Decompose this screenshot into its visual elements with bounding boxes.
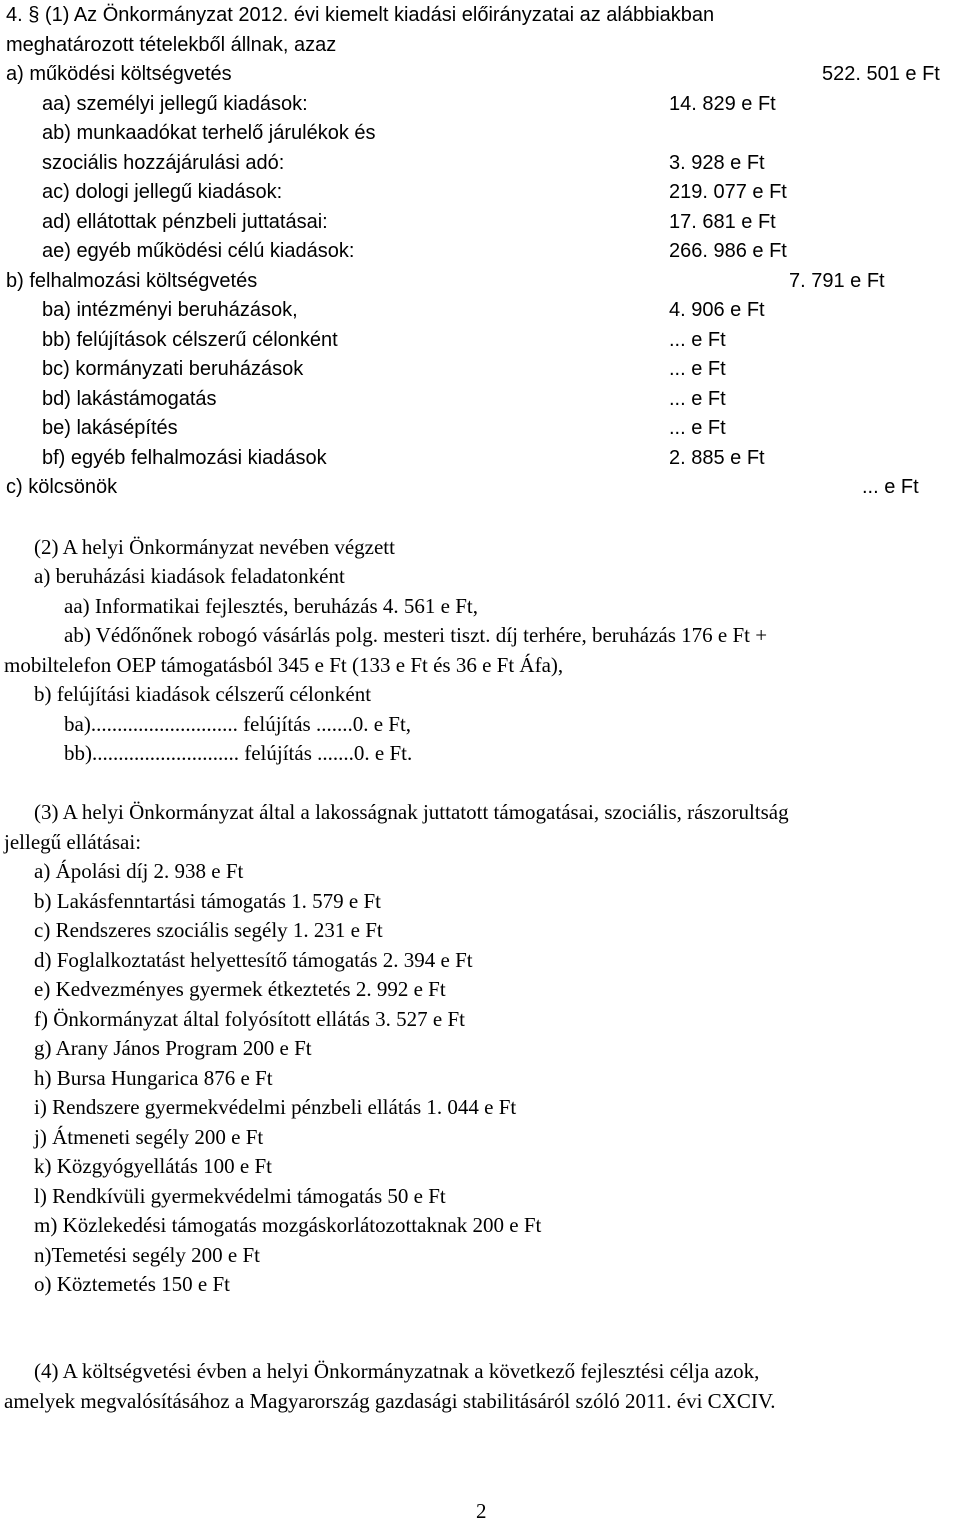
item-bd-amount: ... e Ft xyxy=(669,388,726,410)
item-bd-label: bd) lakástámogatás xyxy=(42,388,217,410)
item-ba-label: ba) intézményi beruházások, xyxy=(42,299,298,321)
item-aa-label: aa) személyi jellegű kiadások: xyxy=(42,93,308,115)
item-b-amount: 7. 791 e Ft xyxy=(789,270,885,292)
item-bf-amount: 2. 885 e Ft xyxy=(669,447,765,469)
item-be-label: be) lakásépítés xyxy=(42,417,178,439)
item-c-amount: ... e Ft xyxy=(862,476,919,498)
item-bc-label: bc) kormányzati beruházások xyxy=(42,358,304,380)
section2-line8: bb)............................ felújítás .......0. e Ft. xyxy=(64,741,413,765)
list-item: i) Rendszere gyermekvédelmi pénzbeli ellátás 1. 044 e Ft xyxy=(34,1095,517,1119)
list-item: e) Kedvezményes gyermek étkeztetés 2. 992 e Ft xyxy=(34,977,446,1001)
section2-line5: mobiltelefon OEP támogatásból 345 e Ft (133 e Ft és 36 e Ft Áfa), xyxy=(4,653,564,677)
list-item: f) Önkormányzat által folyósított ellátás 3. 527 e Ft xyxy=(34,1007,465,1031)
list-item: k) Közgyógyellátás 100 e Ft xyxy=(34,1154,272,1178)
item-ad-amount: 17. 681 e Ft xyxy=(669,211,776,233)
section2-line1: (2) A helyi Önkormányzat nevében végzett xyxy=(34,535,395,559)
item-be-amount: ... e Ft xyxy=(669,417,726,439)
list-item: c) Rendszeres szociális segély 1. 231 e Ft xyxy=(34,918,383,942)
list-item: h) Bursa Hungarica 876 e Ft xyxy=(34,1066,273,1090)
item-ac-label: ac) dologi jellegű kiadások: xyxy=(42,181,283,203)
item-ab-label-line1: ab) munkaadókat terhelő járulékok és xyxy=(42,122,376,144)
item-ab-label-line2: szociális hozzájárulási adó: xyxy=(42,152,285,174)
section2-line3: aa) Informatikai fejlesztés, beruházás 4. 561 e Ft, xyxy=(64,594,479,618)
section2-line6: b) felújítási kiadások célszerű célonként xyxy=(34,682,372,706)
item-bb-label: bb) felújítások célszerű célonként xyxy=(42,329,338,351)
item-ba-amount: 4. 906 e Ft xyxy=(669,299,765,321)
list-item: j) Átmeneti segély 200 e Ft xyxy=(34,1125,264,1149)
list-item: a) Ápolási díj 2. 938 e Ft xyxy=(34,859,244,883)
list-item: o) Köztemetés 150 e Ft xyxy=(34,1272,230,1296)
item-c-label: c) kölcsönök xyxy=(6,476,118,498)
item-a-label: a) működési költségvetés xyxy=(6,63,232,85)
item-ac-amount: 219. 077 e Ft xyxy=(669,181,787,203)
section4-line2: amelyek megvalósításához a Magyarország gazdasági stabilitásáról szóló 2011. évi CXCIV. xyxy=(4,1389,776,1413)
section1-heading-line1: 4. § (1) Az Önkormányzat 2012. évi kiemelt kiadási előirányzatai az alábbiakban xyxy=(6,4,715,26)
item-ab-amount: 3. 928 e Ft xyxy=(669,152,765,174)
item-ae-amount: 266. 986 e Ft xyxy=(669,240,787,262)
page-number: 2 xyxy=(476,1499,487,1523)
item-ad-label: ad) ellátottak pénzbeli juttatásai: xyxy=(42,211,328,233)
section2-line2: a) beruházási kiadások feladatonként xyxy=(34,564,345,588)
list-item: l) Rendkívüli gyermekvédelmi támogatás 50 e Ft xyxy=(34,1184,446,1208)
item-bf-label: bf) egyéb felhalmozási kiadások xyxy=(42,447,327,469)
item-bc-amount: ... e Ft xyxy=(669,358,726,380)
list-item: m) Közlekedési támogatás mozgáskorlátozottaknak 200 e Ft xyxy=(34,1213,542,1237)
list-item: d) Foglalkoztatást helyettesítő támogatás 2. 394 e Ft xyxy=(34,948,473,972)
section3-line2: jellegű ellátásai: xyxy=(4,830,142,854)
item-bb-amount: ... e Ft xyxy=(669,329,726,351)
section4-line1: (4) A költségvetési évben a helyi Önkormányzatnak a következő fejlesztési célja azok, xyxy=(34,1359,760,1383)
section2-line4: ab) Védőnőnek robogó vásárlás polg. mesteri tiszt. díj terhére, beruházás 176 e Ft + xyxy=(64,623,768,647)
section3-line1: (3) A helyi Önkormányzat által a lakosságnak juttatott támogatásai, szociális, rászorultság xyxy=(34,800,789,824)
section2-line7: ba)............................ felújítás .......0. e Ft, xyxy=(64,712,412,736)
section1-heading-line2: meghatározott tételekből állnak, azaz xyxy=(6,34,337,56)
item-aa-amount: 14. 829 e Ft xyxy=(669,93,776,115)
item-a-amount: 522. 501 e Ft xyxy=(822,63,940,85)
list-item: n)Temetési segély 200 e Ft xyxy=(34,1243,260,1267)
list-item: g) Arany János Program 200 e Ft xyxy=(34,1036,312,1060)
item-ae-label: ae) egyéb működési célú kiadások: xyxy=(42,240,355,262)
list-item: b) Lakásfenntartási támogatás 1. 579 e Ft xyxy=(34,889,381,913)
item-b-label: b) felhalmozási költségvetés xyxy=(6,270,258,292)
